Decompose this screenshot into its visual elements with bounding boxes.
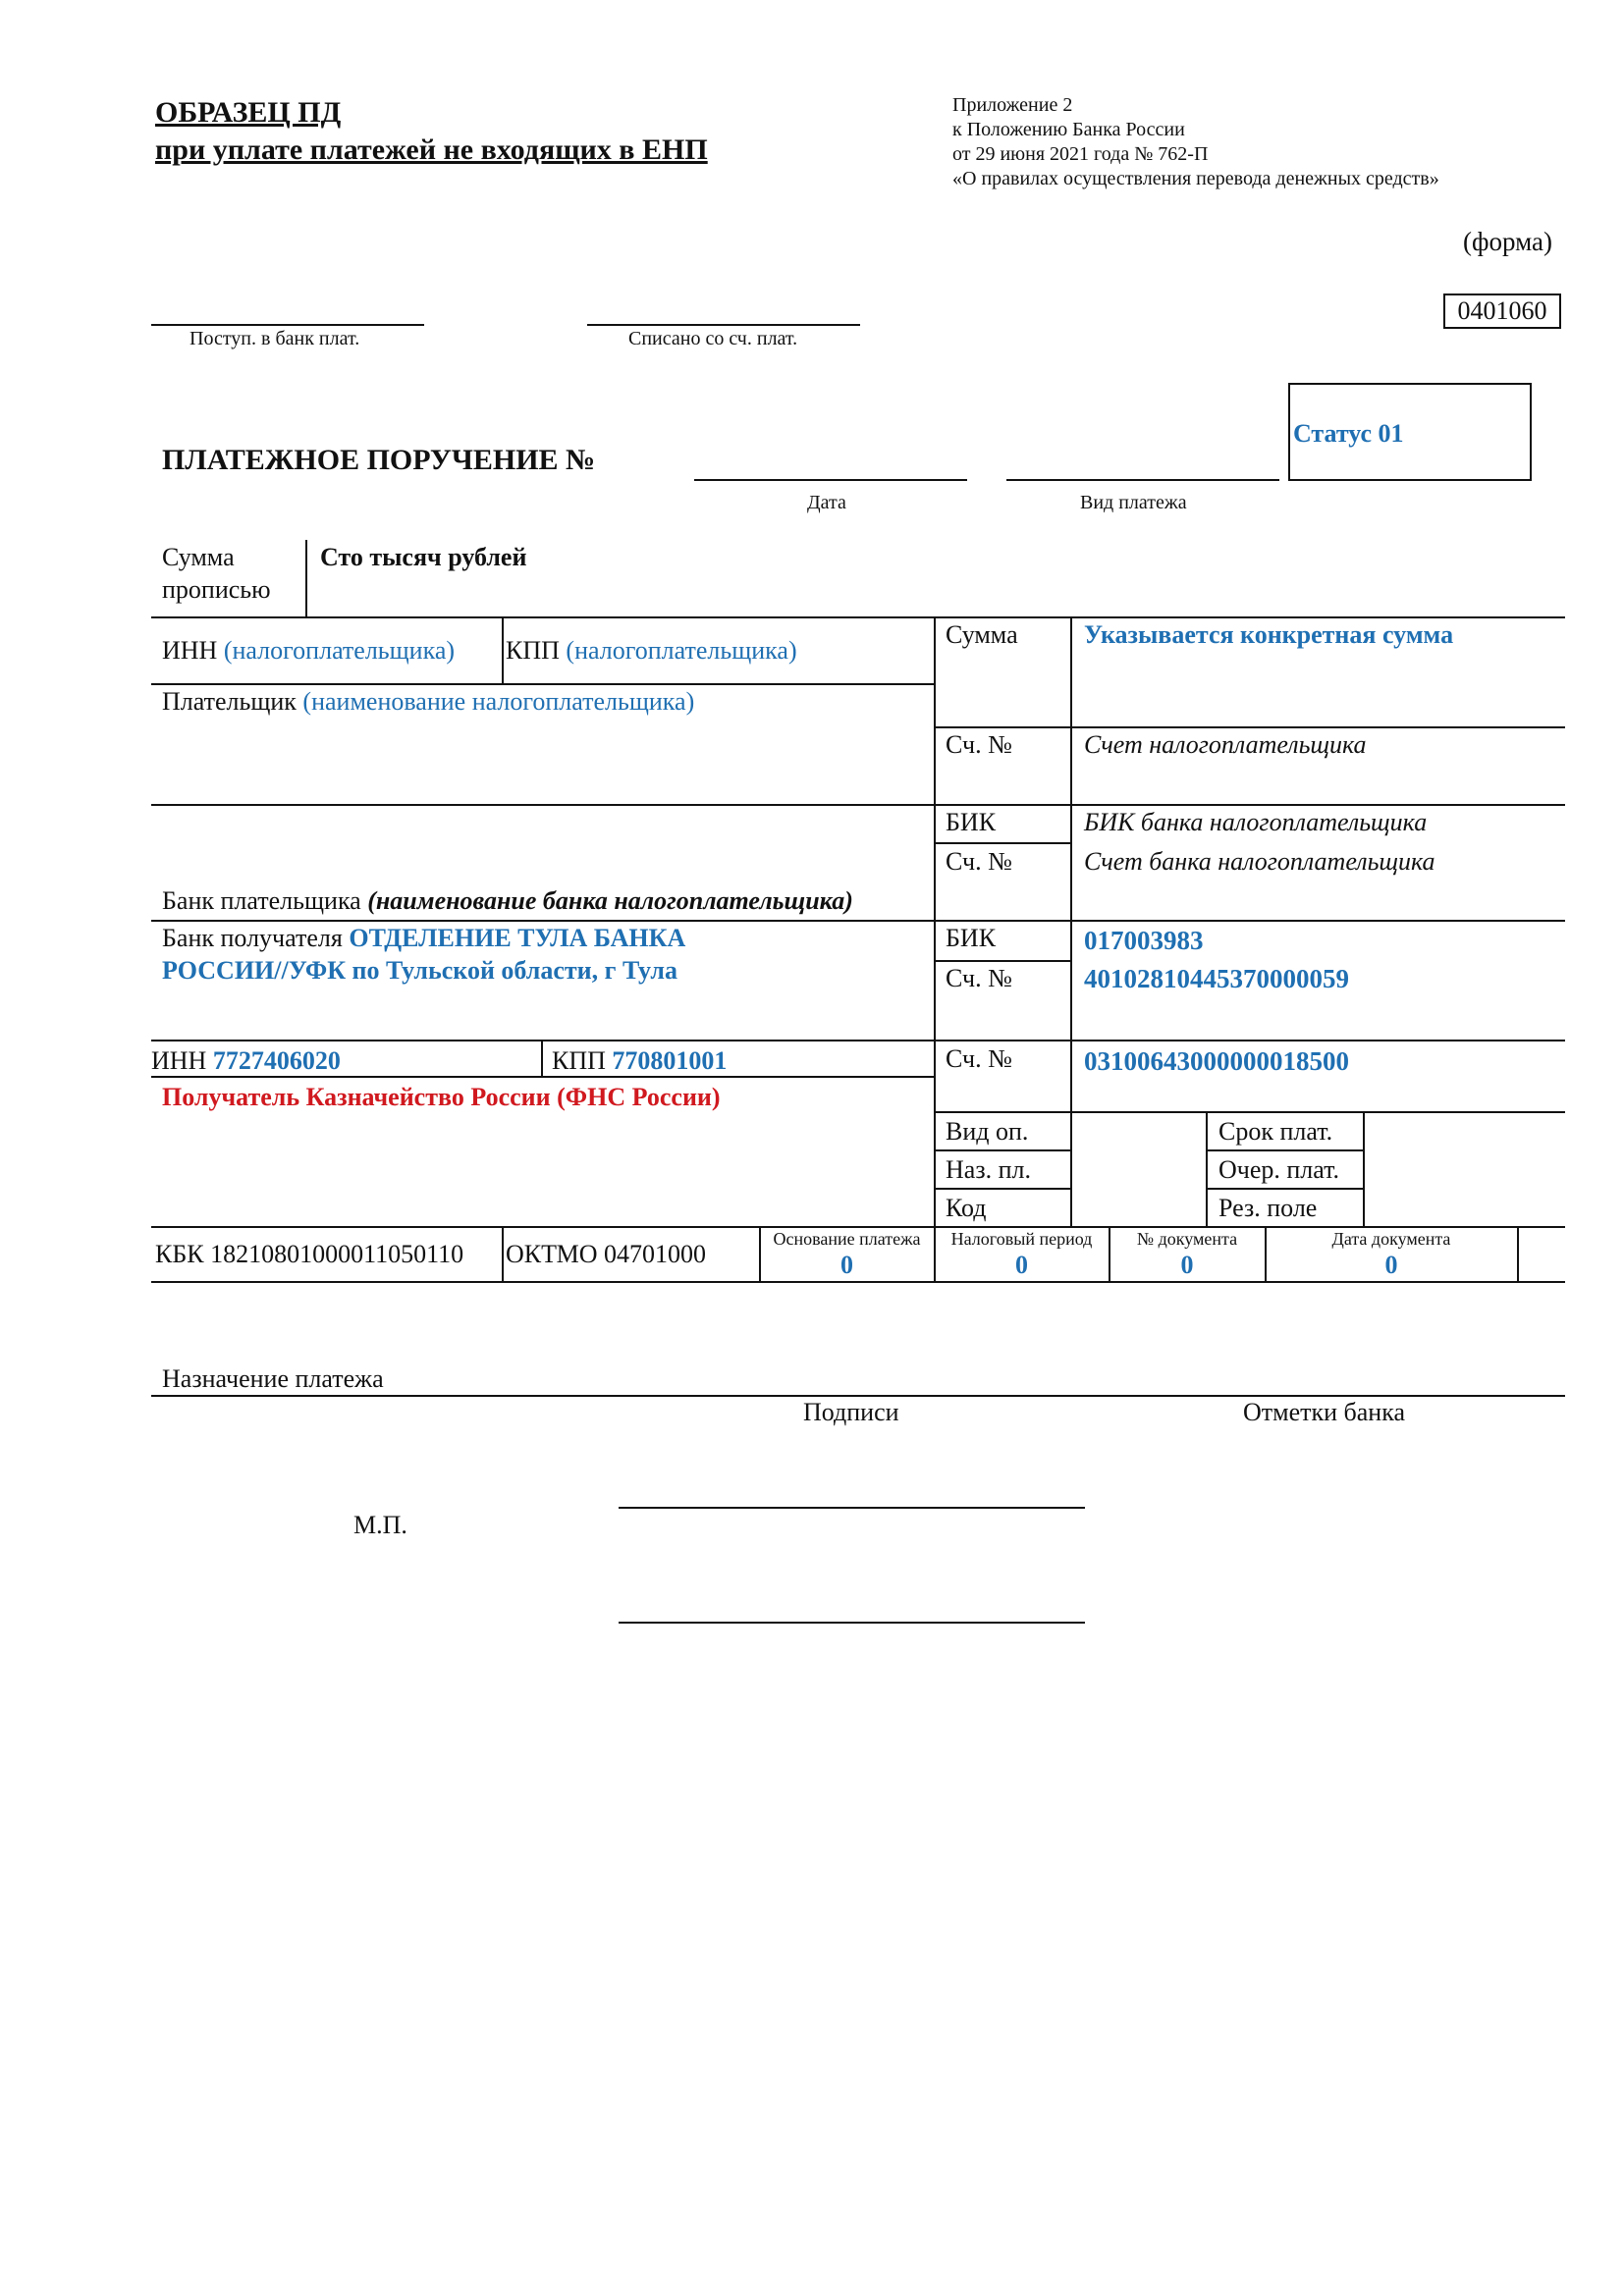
payer-account-value: Счет налогоплательщика [1084,730,1367,759]
doc-title-line1: ОБРАЗЕЦ ПД [155,96,342,129]
deadline-label: Срок плат. [1218,1117,1333,1146]
payer-kpp [506,636,797,666]
payer-bank-value: (наименование банка налогоплательщика) [367,886,853,915]
signature-line-2 [619,1622,1085,1624]
form-label: (форма) [1463,227,1552,256]
grid-line [934,1149,1070,1151]
signatures-label: Подписи [803,1398,899,1426]
recipient-inn-value: 7727406020 [212,1046,341,1075]
doc-number-label: № документа [1136,1229,1238,1249]
grid-line [502,1226,504,1281]
payer-kpp-label: КПП [506,636,560,665]
recipient-bank-value-line2: РОССИИ//УФК по Тульской области, г Тула [162,956,677,985]
payer-bank-account-value: Счет банка налогоплательщика [1084,847,1435,876]
grid-line [1070,616,1072,1226]
grid-line [934,616,936,1281]
payer-inn [162,636,455,666]
grid-line [502,616,504,683]
grid-line [934,842,1070,844]
grid-line [541,1040,543,1076]
payer-name-value: (наименование налогоплательщика) [302,687,695,716]
doc-date-label: Дата документа [1331,1229,1451,1249]
grid-line [1363,1111,1365,1226]
grid-line [151,683,934,685]
recipient-bank-account-value: 40102810445370000059 [1084,964,1349,993]
purpose-type-label: Наз. пл. [946,1155,1031,1184]
basis-label: Основание платежа [773,1229,921,1249]
sum-label: Сумма [946,620,1018,649]
amount-words-divider [305,540,307,616]
grid-line [934,726,1565,728]
purpose-line [151,1395,1565,1397]
recipient-inn-label: ИНН [151,1046,207,1075]
reserve-label: Рез. поле [1218,1194,1318,1222]
code-label: Код [946,1194,987,1222]
signature-line-1 [619,1507,1085,1509]
recipient-bank-account-label: Сч. № [946,964,1012,992]
amount-words-label-line2: прописью [162,575,271,604]
grid-line [151,616,1565,618]
order-title: ПЛАТЕЖНОЕ ПОРУЧЕНИЕ № [162,444,596,476]
oktmo: ОКТМО 04701000 [506,1240,707,1268]
date-line [1006,479,1279,481]
kbk: КБК 18210801000011050110 [155,1240,464,1268]
recipient-bank-label: Банк получателя [162,924,343,952]
bank-marks-label: Отметки банка [1243,1398,1406,1426]
grid-line [1206,1188,1363,1190]
debited-label: Списано со сч. плат. [628,328,798,349]
doc-title-line2: при уплате платежей не входящих в ЕНП [155,133,708,166]
grid-line [151,1226,1565,1228]
period-label: Налоговый период [950,1229,1093,1249]
payer-inn-value: (налогоплательщика) [223,636,456,665]
recipient-name: Получатель Казначейство России (ФНС России) [162,1083,721,1111]
amount-words-value: Сто тысяч рублей [320,543,527,571]
doc-number-value: 0 [1180,1251,1194,1279]
grid-line [151,1076,934,1078]
payer-name-label: Плательщик [162,687,297,716]
op-type-label: Вид оп. [946,1117,1029,1146]
payer-bank-label: Банк плательщика [162,886,361,915]
doc-date-value: 0 [1384,1251,1398,1279]
grid-line [1206,1111,1208,1226]
payer-inn-label: ИНН [162,636,218,665]
grid-line [934,960,1070,962]
basis-value: 0 [840,1251,853,1279]
recipient-bank-value-line1: ОТДЕЛЕНИЕ ТУЛА БАНКА [349,924,686,952]
recipient-account-label: Сч. № [946,1044,1012,1073]
payer-name [162,687,694,717]
grid-line [151,1281,1565,1283]
status-value: Статус 01 [1293,419,1404,448]
received-line [151,324,424,326]
payer-bank-account-label: Сч. № [946,847,1012,876]
payer-bank [162,886,853,916]
recipient-bank-bik-label: БИК [946,924,997,952]
appendix-line1: Приложение 2 [952,94,1073,116]
purpose-label: Назначение платежа [162,1364,384,1393]
payer-kpp-value: (налогоплательщика) [566,636,797,665]
order-number-line [694,479,967,481]
period-value: 0 [1015,1251,1028,1279]
grid-line [934,1111,1565,1113]
recipient-kpp [552,1046,727,1076]
grid-line [151,804,1565,806]
grid-line [934,1188,1070,1190]
appendix-line2: к Положению Банка России [952,119,1185,140]
grid-line [1517,1226,1519,1281]
payer-account-label: Сч. № [946,730,1012,759]
date-label: Дата [807,492,846,513]
recipient-account-value: 03100643000000018500 [1084,1046,1349,1076]
payer-bank-bik-label: БИК [946,808,997,836]
stamp-label: М.П. [353,1511,407,1539]
recipient-bank [162,924,685,953]
appendix-line4: «О правилах осуществления перевода денежных средств» [952,168,1439,189]
grid-line [151,1040,1565,1041]
debited-line [587,324,860,326]
status-box [1288,383,1532,481]
sum-value: Указывается конкретная сумма [1084,620,1454,649]
amount-words-label-line1: Сумма [162,543,235,571]
grid-line [1206,1149,1363,1151]
recipient-inn [151,1046,341,1076]
recipient-bank-bik-value: 017003983 [1084,926,1204,955]
grid-line [151,920,1565,922]
payer-bank-bik-value: БИК банка налогоплательщика [1084,808,1428,836]
form-code: 0401060 [1443,294,1561,329]
received-label: Поступ. в банк плат. [189,328,360,349]
recipient-kpp-label: КПП [552,1046,606,1075]
recipient-kpp-value: 770801001 [612,1046,728,1075]
priority-label: Очер. плат. [1218,1155,1340,1184]
payment-type-label: Вид платежа [1080,492,1187,513]
appendix-line3: от 29 июня 2021 года № 762-П [952,143,1209,165]
